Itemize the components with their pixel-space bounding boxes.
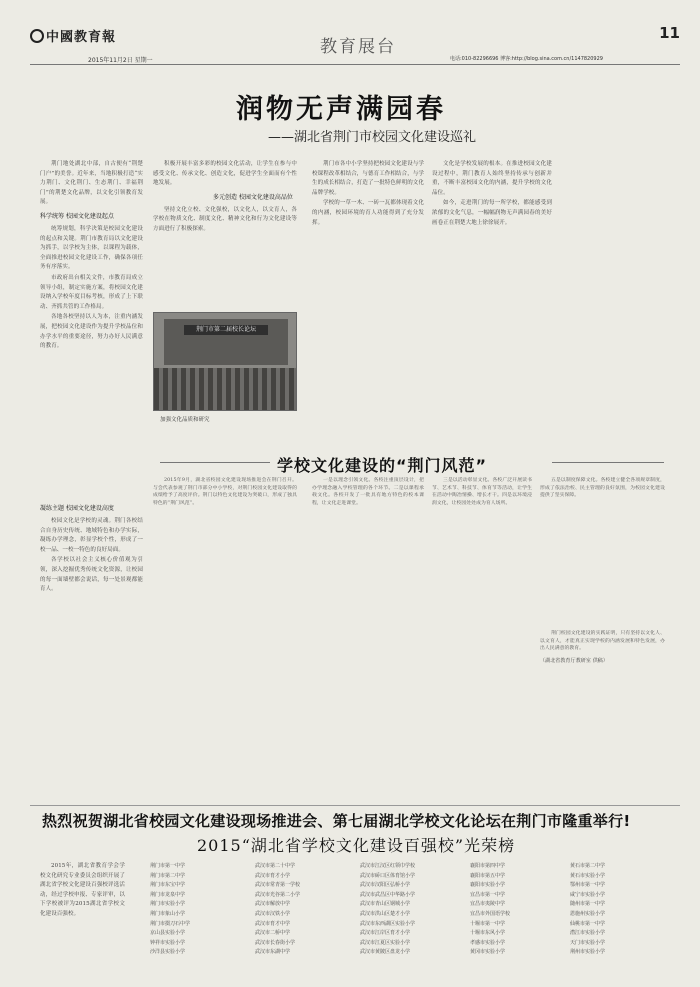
honor-divider xyxy=(30,805,680,806)
school-entry: 襄阳市第五中学 xyxy=(470,872,506,879)
section-heading: 凝练主题 校园文化建设高度 xyxy=(40,505,114,512)
school-entry: 武汉市二桥中学 xyxy=(255,930,291,937)
article-column-1b xyxy=(40,500,143,795)
feature-column-5 xyxy=(540,630,665,795)
feature-rule-left xyxy=(160,462,270,463)
feature-paragraph: 五是以制度保障文化。各校建立健全各项规章制度，形成了依法治校、民主管理的良好氛围，为校园文化建设提供了坚实保障。 xyxy=(540,478,665,499)
school-list-3 xyxy=(360,862,470,958)
school-entry: 潜江市实验小学 xyxy=(570,930,606,937)
school-list-2 xyxy=(255,862,355,958)
photo-audience xyxy=(154,368,297,410)
school-entry: 天门市实验小学 xyxy=(570,939,606,946)
school-entry: 荆门市东宝中学 xyxy=(150,882,186,889)
school-entry: 武汉市育才中学 xyxy=(255,920,291,927)
article-paragraph: 如今，走进荆门的每一所学校，都能感受到浓郁的文化气息，一幅幅润物无声满园春的美好画卷正在荆楚大地上徐徐展开。 xyxy=(432,200,552,226)
school-entry: 武汉市硚口区体育馆小学 xyxy=(360,872,416,879)
logo-icon xyxy=(30,29,44,43)
logo-text: 中國教育報 xyxy=(46,30,117,45)
school-entry: 仙桃市第一中学 xyxy=(570,920,606,927)
honor-intro xyxy=(40,862,125,977)
school-entry: 咸宁市实验小学 xyxy=(570,891,606,898)
feature-column-3 xyxy=(432,477,532,797)
school-list-5 xyxy=(570,862,670,958)
school-entry: 武汉市光谷第二小学 xyxy=(255,891,301,898)
school-entry: 黄冈市实验小学 xyxy=(470,949,506,956)
school-entry: 武汉市汉铁小学 xyxy=(255,910,291,917)
article-paragraph: 各学校以社会主义核心价值观为引领，深入挖掘优秀传统文化资源，让校园的每一面墙壁都会说话，每一处景观都能育人。 xyxy=(40,557,143,593)
feature-credit: （湖北省教育厅教研室 供稿） xyxy=(540,657,608,664)
masthead xyxy=(30,22,680,68)
school-entry: 武汉市第二十中学 xyxy=(255,863,296,869)
school-list-4 xyxy=(470,862,565,958)
school-entry: 黄石市实验小学 xyxy=(570,872,606,879)
masthead-divider xyxy=(30,64,680,65)
newspaper-logo xyxy=(30,26,116,45)
school-entry: 钟祥市实验小学 xyxy=(150,939,186,946)
school-entry: 恩施州实验小学 xyxy=(570,910,606,917)
article-paragraph: 学校的一草一木、一砖一瓦都体现着文化的内涵，校园环境的育人功能得到了充分发挥。 xyxy=(312,200,424,226)
feature-column-2 xyxy=(312,477,424,797)
feature-paragraph: 三是以活动彰显文化。各校广泛开展读书节、艺术节、科技节、体育节等活动，让学生在活动中陶冶情操、增长才干。四是以环境浸润文化，让校园处处成为育人场所。 xyxy=(432,478,532,506)
school-entry: 武汉市青山区钢城小学 xyxy=(360,901,411,908)
school-entry: 十堰市东风小学 xyxy=(470,930,506,937)
school-entry: 宜昌市夷陵中学 xyxy=(470,901,506,908)
feature-headline: 学校文化建设的“荆门风范” xyxy=(277,456,488,475)
school-entry: 武汉市长春街小学 xyxy=(255,939,296,946)
school-entry: 荆门市实验小学 xyxy=(150,901,186,908)
page-number: 11 xyxy=(659,24,680,42)
feature-column-4 xyxy=(540,477,665,627)
section-title: 教育展台 xyxy=(320,37,396,57)
article-subtitle: ——湖北省荆门市校园文化建设巡礼 xyxy=(268,130,477,145)
school-entry: 荆门市龙泉中学 xyxy=(150,891,186,898)
photo-banner: 荆门市第二届校长论坛 xyxy=(184,325,268,335)
school-entry: 武汉市江夏区实验小学 xyxy=(360,939,411,946)
school-entry: 襄阳市第四中学 xyxy=(470,863,506,869)
school-entry: 宜昌市外国语学校 xyxy=(470,910,511,917)
school-entry: 荆门市象山小学 xyxy=(150,910,186,917)
school-entry: 武汉市汉阳区弘桥小学 xyxy=(360,882,411,889)
feature-paragraph: 一是以理念引领文化。各校注重顶层设计，把办学理念融入学校管理的各个环节。二是以课程承载文化。各校开发了一批具有地方特色的校本课程，让文化走进课堂。 xyxy=(312,478,424,506)
article-intro: 荆门地处湖北中部，自古便有“荆楚门户”的美誉。近年来，当地积极打造“实力荆门、文化荆门、生态荆门、幸福荆门”的荆楚文化品牌，以文化引领教育发展。 xyxy=(40,161,143,206)
article-paragraph: 校园文化是学校的灵魂。荆门各校结合自身历史传统、地域特色和办学实际，凝练办学理念，彰显学校个性，形成了一校一品、一校一特色的良好局面。 xyxy=(40,518,143,553)
feature-paragraph: 荆门校园文化建设的实践证明，只有坚持以文化人、以文育人，才能真正实现学校的内涵发展和特色发展，办出人民满意的教育。 xyxy=(540,631,665,652)
article-paragraph: 荆门市各中小学坚持把校园文化建设与学校课程改革相结合，与德育工作相结合，与学生的成长相结合，打造了一批特色鲜明的文化品牌学校。 xyxy=(312,161,424,196)
article-paragraph: 积极开展丰富多彩的校园文化活动，让学生在参与中感受文化、传承文化、创造文化，促进学生全面而有个性地发展。 xyxy=(153,161,297,187)
honor-subtitle: 2015“湖北省学校文化建设百强校”光荣榜 xyxy=(197,836,516,855)
school-entry: 孝感市实验小学 xyxy=(470,939,506,946)
article-paragraph: 坚持文化立校、文化强校，以文化人，以文育人，各学校在物质文化、制度文化、精神文化和行为文化建设等方面进行了积极探索。 xyxy=(153,206,297,232)
forum-photo xyxy=(153,312,297,411)
school-entry: 武汉市育才小学 xyxy=(255,872,291,879)
article-paragraph: 统筹规划，科学决策是校园文化建设的起点和关键。荆门市教育局以文化建设为抓手，以学校为主体，以课程为载体，全面推进校园文化建设工作，确保各项任务有序落实。 xyxy=(40,225,143,271)
school-list-1 xyxy=(150,862,250,958)
section-heading: 多元创造 校园文化建设高品位 xyxy=(213,193,293,201)
school-entry: 鄂州市第一中学 xyxy=(570,882,606,889)
feature-rule-right xyxy=(552,462,664,463)
feature-column-1 xyxy=(153,477,297,797)
school-entry: 武汉市江岸区育才小学 xyxy=(360,930,411,937)
honor-intro-text: 2015年，湖北省教育学会学校文化研究专业委员会组织开展了湖北省学校文化建设百强校评选活动，经过学校申报、专家评审，以下学校被评为2015湖北省学校文化建设百强校。 xyxy=(40,863,125,917)
school-entry: 武汉市武昌区中华路小学 xyxy=(360,891,416,898)
school-entry: 荆门市掇刀石中学 xyxy=(150,920,191,927)
photo-caption: 加强文化品质和研究 xyxy=(160,417,210,423)
school-entry: 武汉市东湖中学 xyxy=(255,949,291,956)
school-entry: 京山县实验小学 xyxy=(150,930,186,937)
feature-paragraph: 2015年9月，湖北省校园文化建设现场推进会在荆门召开。与会代表参观了荆门市部分中小学校，对荆门校园文化建设取得的成绩给予了高度评价。荆门以特色文化建设为突破口，形成了独具特色的“荆门风范”。 xyxy=(153,478,297,506)
article-headline: 润物无声满园春 xyxy=(236,94,446,125)
school-entry: 随州市第一中学 xyxy=(570,901,606,908)
school-entry: 沙洋县实验小学 xyxy=(150,949,186,956)
article-paragraph: 市政府出台相关文件，市教育局成立领导小组，制定实施方案，将校园文化建设纳入学校年度目标考核，形成了上下联动、齐抓共管的工作格局。 xyxy=(40,274,143,310)
article-column-2 xyxy=(153,160,297,310)
school-entry: 荆门市第一中学 xyxy=(150,863,186,869)
school-entry: 武汉市黄陂区盘龙小学 xyxy=(360,949,411,956)
article-column-3 xyxy=(312,160,424,445)
school-entry: 荆门市第二中学 xyxy=(150,872,186,879)
article-paragraph: 各地各校坚持以人为本，注重内涵发展，把校园文化建设作为提升学校品位和办学水平的重要途径，努力办好人民满意的教育。 xyxy=(40,314,143,350)
school-entry: 襄阳市实验小学 xyxy=(470,882,506,889)
school-entry: 武汉市解放中学 xyxy=(255,901,291,908)
article-column-1 xyxy=(40,160,143,500)
school-entry: 十堰市第一中学 xyxy=(470,920,506,927)
contact-info: 电话:010-82296696 博客:http://blog.sina.com.cn/1147820929 xyxy=(450,56,603,62)
article-column-4 xyxy=(432,160,552,445)
issue-date: 2015年11月2日 星期一 xyxy=(88,57,153,64)
school-entry: 黄石市第二中学 xyxy=(570,863,606,869)
school-entry: 武汉市江汉区红领巾学校 xyxy=(360,863,416,869)
honor-title: 热烈祝贺湖北省校园文化建设现场推进会、第七届湖北学校文化论坛在荆门市隆重举行! xyxy=(42,812,631,830)
section-heading: 科学统筹 校园文化建设起点 xyxy=(40,212,114,220)
school-entry: 宜昌市第一中学 xyxy=(470,891,506,898)
school-entry: 荆州市实验小学 xyxy=(570,949,606,956)
article-paragraph: 文化是学校发展的根本。在推进校园文化建设过程中，荆门教育人始终坚持传承与创新并重，不断丰富校园文化的内涵，提升学校的文化品位。 xyxy=(432,161,552,196)
school-entry: 武汉市常青第一学校 xyxy=(255,882,301,889)
school-entry: 武汉市洪山区楚才小学 xyxy=(360,910,411,917)
school-entry: 武汉市东西湖区实验小学 xyxy=(360,920,416,927)
